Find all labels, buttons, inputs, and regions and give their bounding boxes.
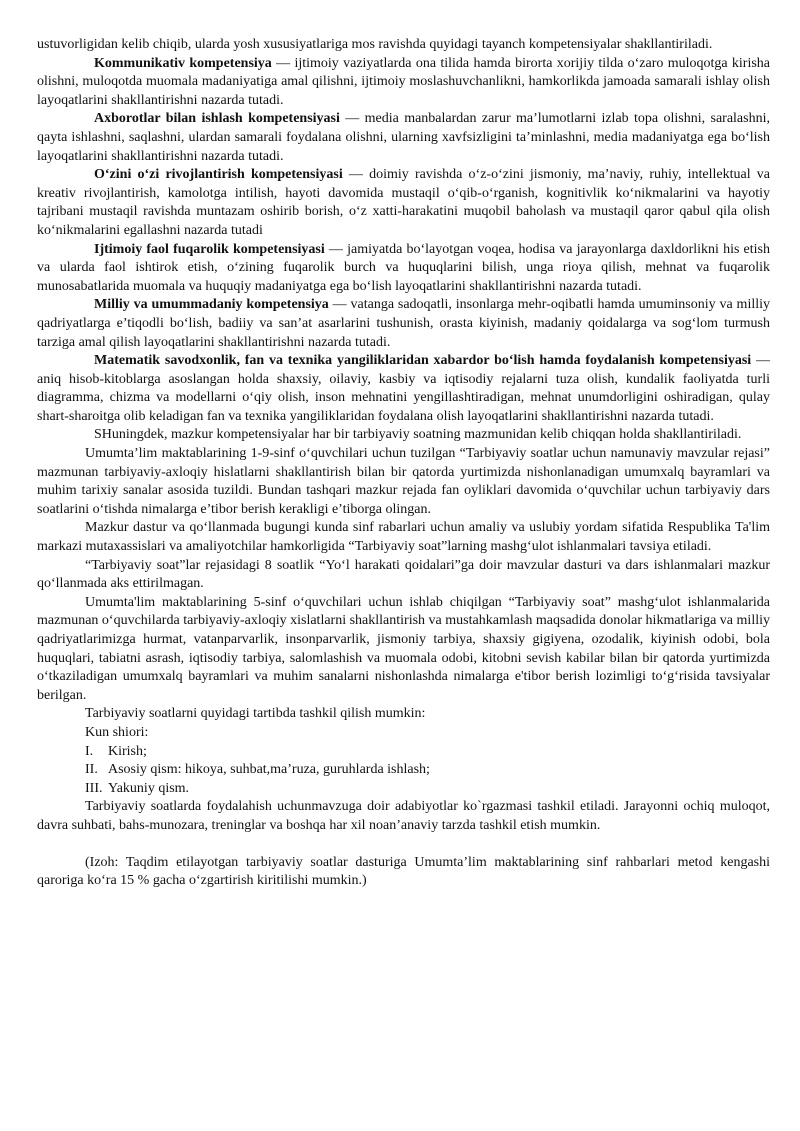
- list-item: [85, 761, 770, 780]
- list-item-number: III.: [85, 780, 103, 796]
- competency-text: — aniq hisob-kitoblarga asoslangan holda shaxsiy, oilaviy, kasbiy va iqtisodiy rejalarni tuza olish, kundalik faoliyatda turli diagramma, chizma va modellarni o‘qiy olish, inson mehnatini yengillashtiradigan, mehnat unumdorligini oshiradigan, qulay shart-sharoitga olib keladigan fan va texnika yangiliklaridan foydalana olish layoqatlarini shakllantirishni nazarda tutadi.: [37, 353, 770, 424]
- list-item-number: II.: [85, 762, 98, 778]
- competency-text: — vatanga sadoqatli, insonlarga mehr-oqibatli hamda umuminsoniy va milliy qadriyatlarga e’tiqodli bo‘lish, badiiy va san’at asarlarini tushunish, orasta kiyinish, madaniy qoidalarga va sog‘lom turmush tarziga amal qilish layoqatlarini shakllantirishni nazarda tutadi.: [37, 297, 770, 350]
- list-item-text: Kirish;: [108, 743, 147, 759]
- competency-title: O‘zini o‘zi rivojlantirish kompetensiyasi: [94, 167, 343, 183]
- paragraph-literature-exhibition: Tarbiyaviy soatlarda foydalahish uchunmavzuga doir adabiyotlar ko`rgazmasi tashkil etiladi. Jarayonni ochiq muloqot, davra suhbati, bahs-munozara, treninglar va boshqa har xil noan’anaviy tarzda tashkil etish mumkin.: [37, 799, 770, 833]
- list-item-number: I.: [85, 743, 94, 759]
- paragraph-traffic-rules-note: “Tarbiyaviy soat”lar rejasidagi 8 soatlik “Yo‘l harakati qoidalari”ga doir mavzular dasturi va dars ishlanmalari mazkur qo‘llanmada aks ettirilmagan.: [37, 557, 770, 592]
- competency-communicative: [37, 55, 770, 111]
- paragraph-organization: Tarbiyaviy soatlarni quyidagi tartibda tashkil qilish mumkin:: [85, 706, 426, 722]
- paragraph-manual-purpose: Mazkur dastur va qo‘llanmada bugungi kunda sinf rabarlari uchun amaliy va uslubiy yordam sifatida Respublika Ta'lim markazi mutaxassislari va amaliyotchilar hamkorligida “Tarbiyaviy soat”larning mashg‘ulot ishlanmalari tavsiya etiladi.: [37, 520, 770, 555]
- paragraph-competencies-summary: SHuningdek, mazkur kompetensiyalar har bir tarbiyaviy soatning mazmunidan kelib chiqqan holda shakllantiriladi.: [94, 427, 742, 443]
- competency-text: — jamiyatda bo‘layotgan voqea, hodisa va jarayonlarga daxldorlikni his etish va ularda faol ishtirok etish, o‘zining fuqarolik burch va huquqlarini bilish, unga rioya qilish, mehnat va fuqarolik munosabatlarida muomala va huquqiy madaniyatga ega bo‘lish layoqatlarini shakllantirishni nazarda tutadi.: [37, 241, 771, 294]
- paragraph-grade5-lessons: Umumta'lim maktablarining 5-sinf o‘quvchilari uchun ishlab chiqilgan “Tarbiyaviy soat” mashg‘ulot ishlanmalarida mazmunan o‘quvchilarda tarbiyaviy-axloqiy xislatlarni shakllantirish va mustahkamlash maqsadida donolar hikmatlariga va milliy qadriyatlarimizga hurmat, vatanparvarlik, insonparvarlik, jismoniy tarbiya, shaxsiy gigiyena, ozodalik, kiyinish odobi, bola huquqlari, tabiatni asrash, iqtisodiy tarbiya, salomlashish va muomala odobi, kitobni sevish kabilar bilan bir qatorda yurtimizda o‘tkaziladigan umumxalq bayramlari va muhim sanalarni nishonlashda nimalarga e'tibor berish lozimligi to‘g‘risida tavsiyalar berilgan.: [37, 594, 770, 703]
- competency-title: Matematik savodxonlik, fan va texnika yangiliklaridan xabardor bo‘lish hamda foydalanish kompetensiyasi: [94, 353, 752, 369]
- intro-paragraph: ustuvorligidan kelib chiqib, ularda yosh xususiyatlariga mos ravishda quyidagi tayanch kompetensiyalar shakllantiriladi.: [37, 37, 713, 52]
- competency-mathematical: [37, 352, 770, 426]
- competency-title: Kommunikativ kompetensiya: [94, 55, 272, 71]
- list-item-text: Asosiy qism: hikoya, suhbat,ma’ruza, guruhlarda ishlash;: [108, 762, 430, 778]
- competency-civic: [37, 241, 770, 297]
- competency-title: Ijtimoiy faol fuqarolik kompetensiyasi: [94, 241, 325, 257]
- note-paragraph: (Izoh: Taqdim etilayotgan tarbiyaviy soatlar dasturiga Umumta’lim maktablarining sinf rahbarlari metod kengashi qaroriga ko‘ra 15 % gacha o‘zgartirish kiritilishi mumkin.): [37, 854, 770, 889]
- lesson-steps-list: [37, 743, 770, 799]
- motto-label: Kun shiori:: [85, 724, 149, 740]
- list-item: [85, 780, 770, 799]
- competency-self-development: [37, 166, 770, 240]
- list-item: [85, 743, 770, 762]
- list-item-text: Yakuniy qism.: [108, 780, 190, 796]
- competency-title: Axborotlar bilan ishlash kompetensiyasi: [94, 111, 340, 127]
- competency-cultural: [37, 296, 770, 352]
- spacer: [37, 836, 770, 854]
- competency-text: — media manbalardan zarur ma’lumotlarni izlab topa olishni, saralashni, qayta ishlashni, saqlashni, ulardan samarali foydalana olishni, ularning xavfsizligini ta’minlashni, media madaniyatga ega bo‘lish layoqatlarini shakllantirishni nazarda tutadi.: [37, 111, 770, 164]
- competency-text: — ijtimoiy vaziyatlarda ona tilida hamda birorta xorijiy tilda o‘zaro muloqotga kirisha olishni, muloqotda muomala madaniyatiga amal qilishni, ijtimoiy moslashuvchanlikni, hamkorlikda jamoada samarali ishlay olish layoqatlarini shakllantirishni nazarda tutadi.: [37, 55, 771, 108]
- competency-title: Milliy va umummadaniy kompetensiya: [94, 297, 329, 313]
- competency-text: — doimiy ravishda o‘z-o‘zini jismoniy, ma’naviy, ruhiy, intellektual va kreativ rivojlantirish, kamolotga intilish, hayoti davomida mustaqil o‘qib-o‘rganish, kognitivlik ko‘nikmalarini va hayotiy tajribani mustaqil ravishda muntazam oshirib borish, o‘z xatti-harakatini muqobil baholash va mustaqil qaror qabul qila olish ko‘nikmalarini egallashni nazarda tutadi: [37, 167, 771, 238]
- competency-information: [37, 110, 770, 166]
- paragraph-plan-description: Umumta’lim maktablarining 1-9-sinf o‘quvchilari uchun tuzilgan “Tarbiyaviy soatlar uchun namunaviy mavzular rejasi” mazmunan tarbiyaviy-axloqiy hislatlarni shakllantirish bilan bir qatorda yurtimizda nishonlanadigan umumxalq bayramlari va muhim tarixiy sanalar asosida tuzildi. Bundan tashqari mazkur rejada fan oyliklari davomida o‘quvchilar uchun tarbiyaviy dars soatlarini o‘tishda nimalarga e’tibor berish kerakligi e’tiborga olingan.: [37, 446, 770, 517]
